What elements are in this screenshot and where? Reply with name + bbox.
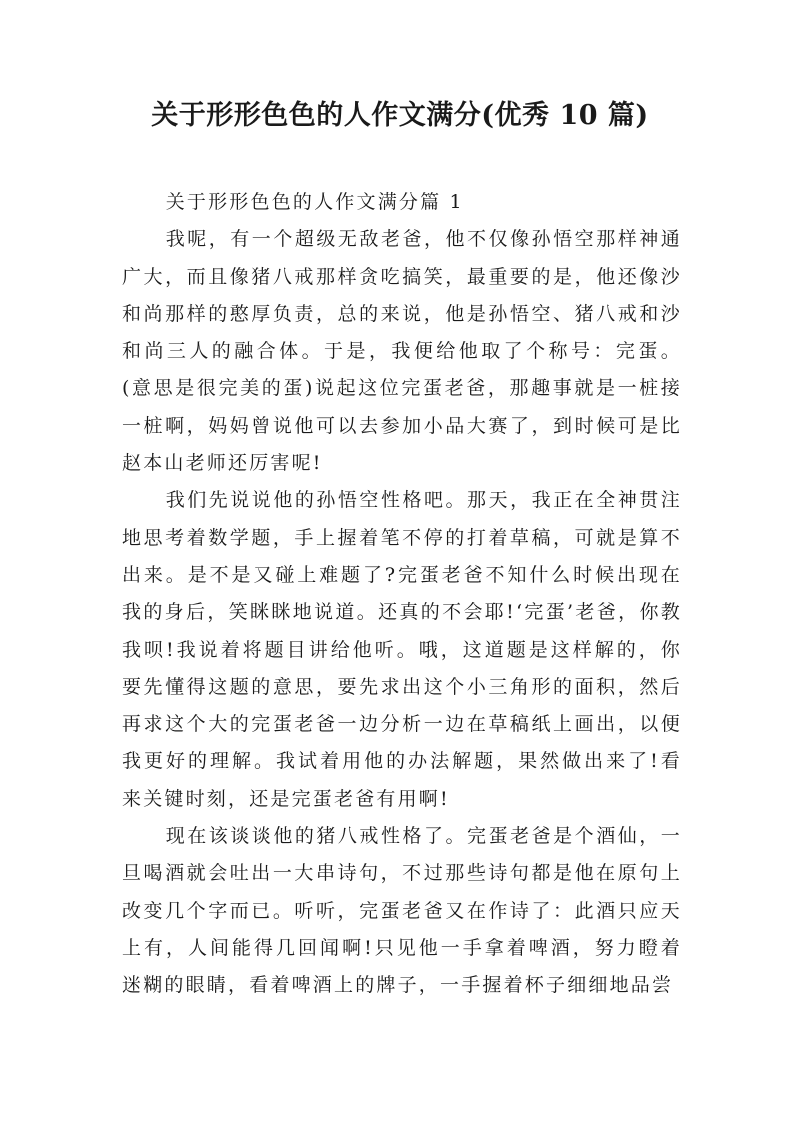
paragraph-2: 我们先说说他的孙悟空性格吧。那天，我正在全神贯注地思考着数学题，手上握着笔不停的打着草稿，可就是算不出来。是不是又碰上难题了?完蛋老爸不知什么时候出现在我的身后，笑眯眯地说道。还真的不会耶!‘完蛋’老爸，你教我呗!我说着将题目讲给他听。哦，这道题是这样解的，你要先懂得这题的意思，要先求出这个小三角形的面积，然后再求这个大的完蛋老爸一边分析一边在草稿纸上画出，以便我更好的理解。我试着用他的办法解题，果然做出来了!看来关键时刻，还是完蛋老爸有用啊! (122, 489, 682, 810)
document-title: 关于形形色色的人作文满分(优秀 10 篇) (151, 100, 649, 131)
paragraph-3: 现在该谈谈他的猪八戒性格了。完蛋老爸是个酒仙，一旦喝酒就会吐出一大串诗句，不过那些诗句都是他在原句上改变几个字而已。听听，完蛋老爸又在作诗了：此酒只应天上有，人间能得几回闻啊!只见他一手拿着啤酒，努力瞪着迷糊的眼睛，看着啤酒上的牌子，一手握着杯子细细地品尝 (122, 825, 682, 997)
paragraph-1: 我呢，有一个超级无敌老爸，他不仅像孙悟空那样神通广大，而且像猪八戒那样贪吃搞笑，最重要的是，他还像沙和尚那样的憨厚负责，总的来说，他是孙悟空、猪八戒和沙和尚三人的融合体。于是，我便给他取了个称号：完蛋。(意思是很完美的蛋)说起这位完蛋老爸，那趣事就是一桩接一桩啊，妈妈曾说他可以去参加小品大赛了，到时候可是比赵本山老师还厉害呢! (122, 228, 682, 475)
document-body (122, 184, 682, 1005)
section-heading: 关于形形色色的人作文满分篇 1 (165, 191, 464, 213)
